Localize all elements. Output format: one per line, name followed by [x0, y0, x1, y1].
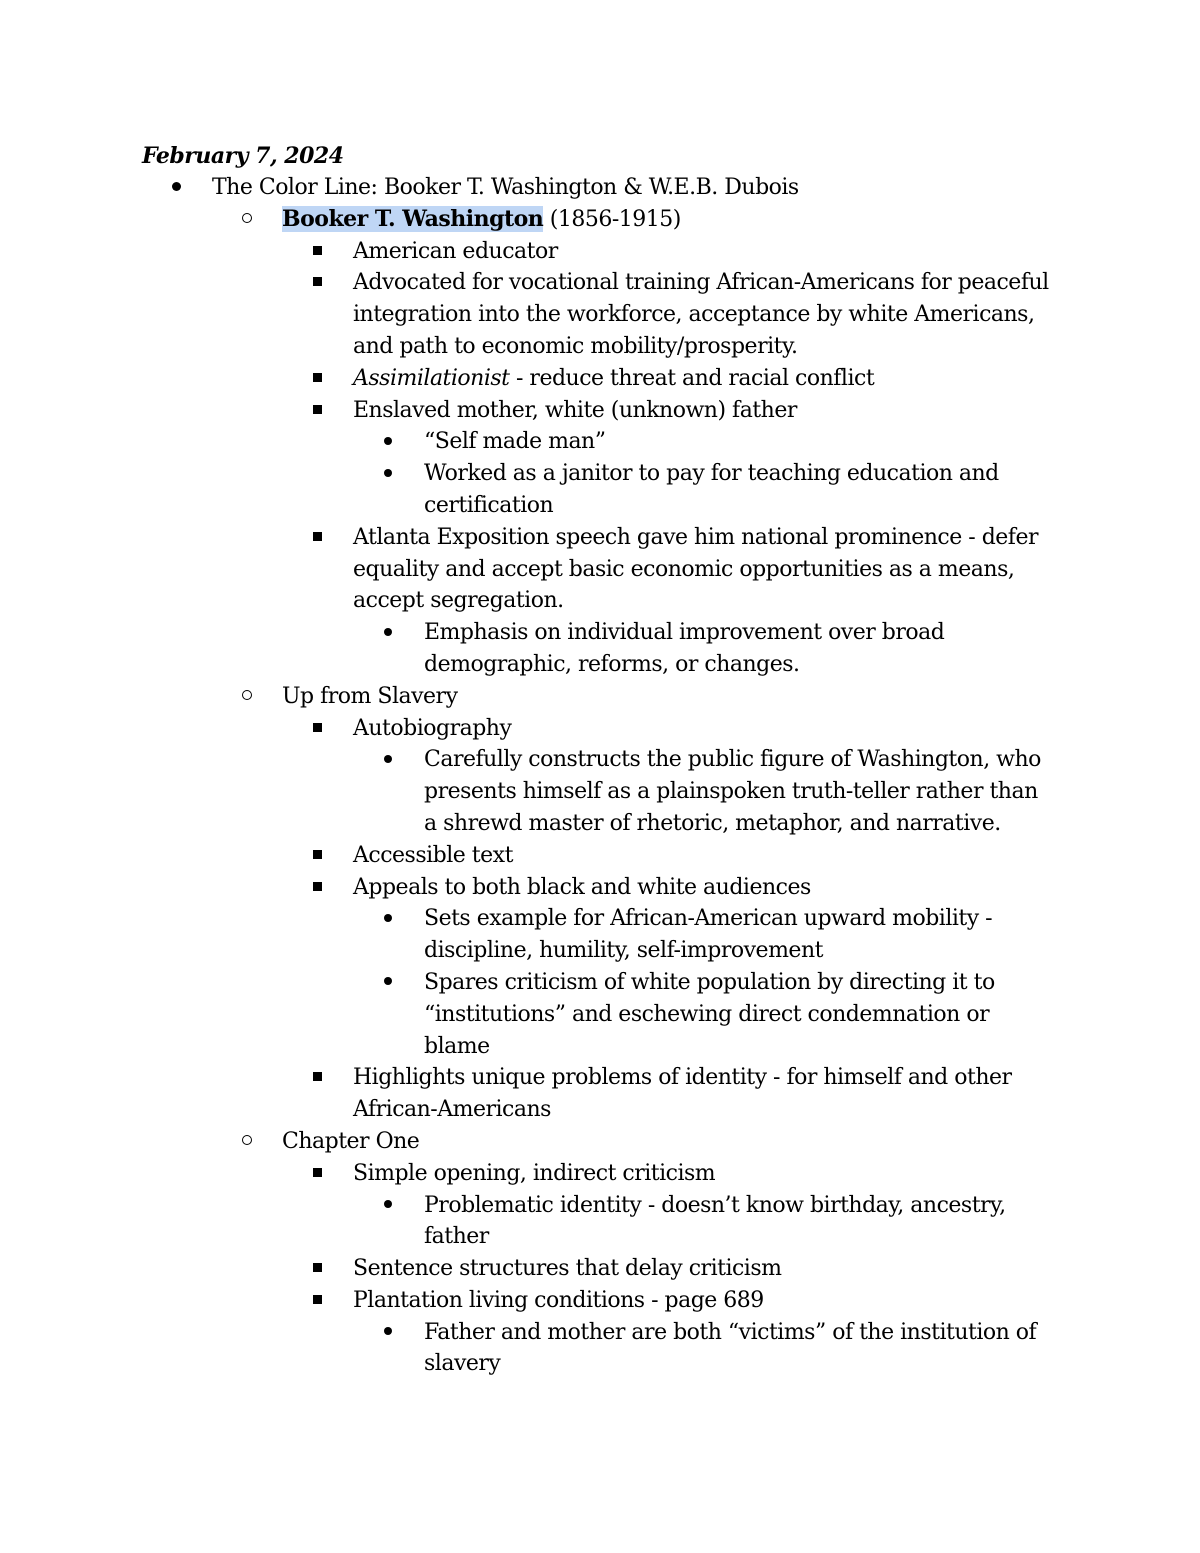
- bullet-square-icon: [313, 840, 322, 872]
- topic-title: The Color Line: Booker T. Washington & W.E.B. Dubois: [212, 175, 799, 200]
- highlighted-name: Booker T. Washington: [282, 205, 544, 232]
- bullet-circle-icon: [242, 681, 252, 713]
- bullet-disc-icon: [384, 744, 392, 776]
- bullet-square-icon: [313, 1253, 322, 1285]
- bullet-square-icon: [313, 395, 322, 427]
- notes-outline: [0, 172, 1200, 1380]
- section-title: Chapter One: [282, 1128, 420, 1154]
- list-item: Sets example for African-American upward mobility - discipline, humility, self-improvement: [0, 903, 1054, 967]
- bullet-square-icon: [313, 713, 322, 745]
- list-item: American educator: [0, 236, 1053, 268]
- bullet-circle-icon: [242, 204, 252, 236]
- list-item: Emphasis on individual improvement over broad demographic, reforms, or changes.: [0, 617, 1054, 681]
- list-item: Problematic identity - doesn’t know birthday, ancestry, father: [0, 1190, 1054, 1254]
- bullet-square-icon: [313, 267, 322, 299]
- list-item: Worked as a janitor to pay for teaching education and certification: [0, 458, 1054, 522]
- bullet-circle-icon: [242, 1126, 252, 1158]
- bullet-square-icon: [313, 1285, 322, 1317]
- bullet-square-icon: [313, 1158, 322, 1190]
- bullet-square-icon: [313, 363, 322, 395]
- bullet-square-icon: [313, 1062, 322, 1094]
- list-item: Sentence structures that delay criticism: [0, 1253, 1053, 1285]
- list-item: Autobiography: [0, 713, 1053, 745]
- date-heading: February 7, 2024: [142, 143, 344, 169]
- bullet-disc-icon: [172, 172, 181, 204]
- list-item: Plantation living conditions - page 689: [0, 1285, 1053, 1317]
- list-item: Assimilationist - reduce threat and racial conflict: [0, 363, 1053, 395]
- list-item: “Self made man”: [0, 426, 1054, 458]
- list-item: [0, 204, 1062, 236]
- bullet-square-icon: [313, 236, 322, 268]
- bullet-disc-icon: [384, 903, 392, 935]
- list-item: Carefully constructs the public figure of Washington, who presents himself as a plainspoken truth-teller rather than a shrewd master of rhetoric, metaphor, and narrative.: [0, 744, 1054, 839]
- list-item: [0, 172, 1062, 204]
- bullet-disc-icon: [384, 617, 392, 649]
- bullet-disc-icon: [384, 1190, 392, 1222]
- list-item: Appeals to both black and white audiences: [0, 872, 1053, 904]
- bullet-square-icon: [313, 522, 322, 554]
- bullet-disc-icon: [384, 967, 392, 999]
- list-item: Accessible text: [0, 840, 1053, 872]
- bullet-square-icon: [313, 872, 322, 904]
- list-item: Atlanta Exposition speech gave him national prominence - defer equality and accept basic economic opportunities as a means, accept segregation.: [0, 522, 1053, 617]
- bullet-disc-icon: [384, 426, 392, 458]
- list-item: Highlights unique problems of identity - for himself and other African-Americans: [0, 1062, 1053, 1126]
- list-item: Spares criticism of white population by directing it to “institutions” and eschewing direct condemnation or blame: [0, 967, 1054, 1062]
- list-item: Father and mother are both “victims” of the institution of slavery: [0, 1317, 1054, 1381]
- list-item: Advocated for vocational training African-Americans for peaceful integration into the workforce, acceptance by white Americans, and path to economic mobility/prosperity.: [0, 267, 1053, 362]
- list-item: Simple opening, indirect criticism: [0, 1158, 1053, 1190]
- section-title: Up from Slavery: [282, 683, 458, 709]
- term: Assimilationist: [353, 365, 510, 391]
- bullet-disc-icon: [384, 1317, 392, 1349]
- bullet-disc-icon: [384, 458, 392, 490]
- list-item: Enslaved mother, white (unknown) father: [0, 395, 1053, 427]
- life-years: (1856-1915): [543, 206, 681, 232]
- list-item: [0, 681, 1062, 713]
- list-item: [0, 1126, 1062, 1158]
